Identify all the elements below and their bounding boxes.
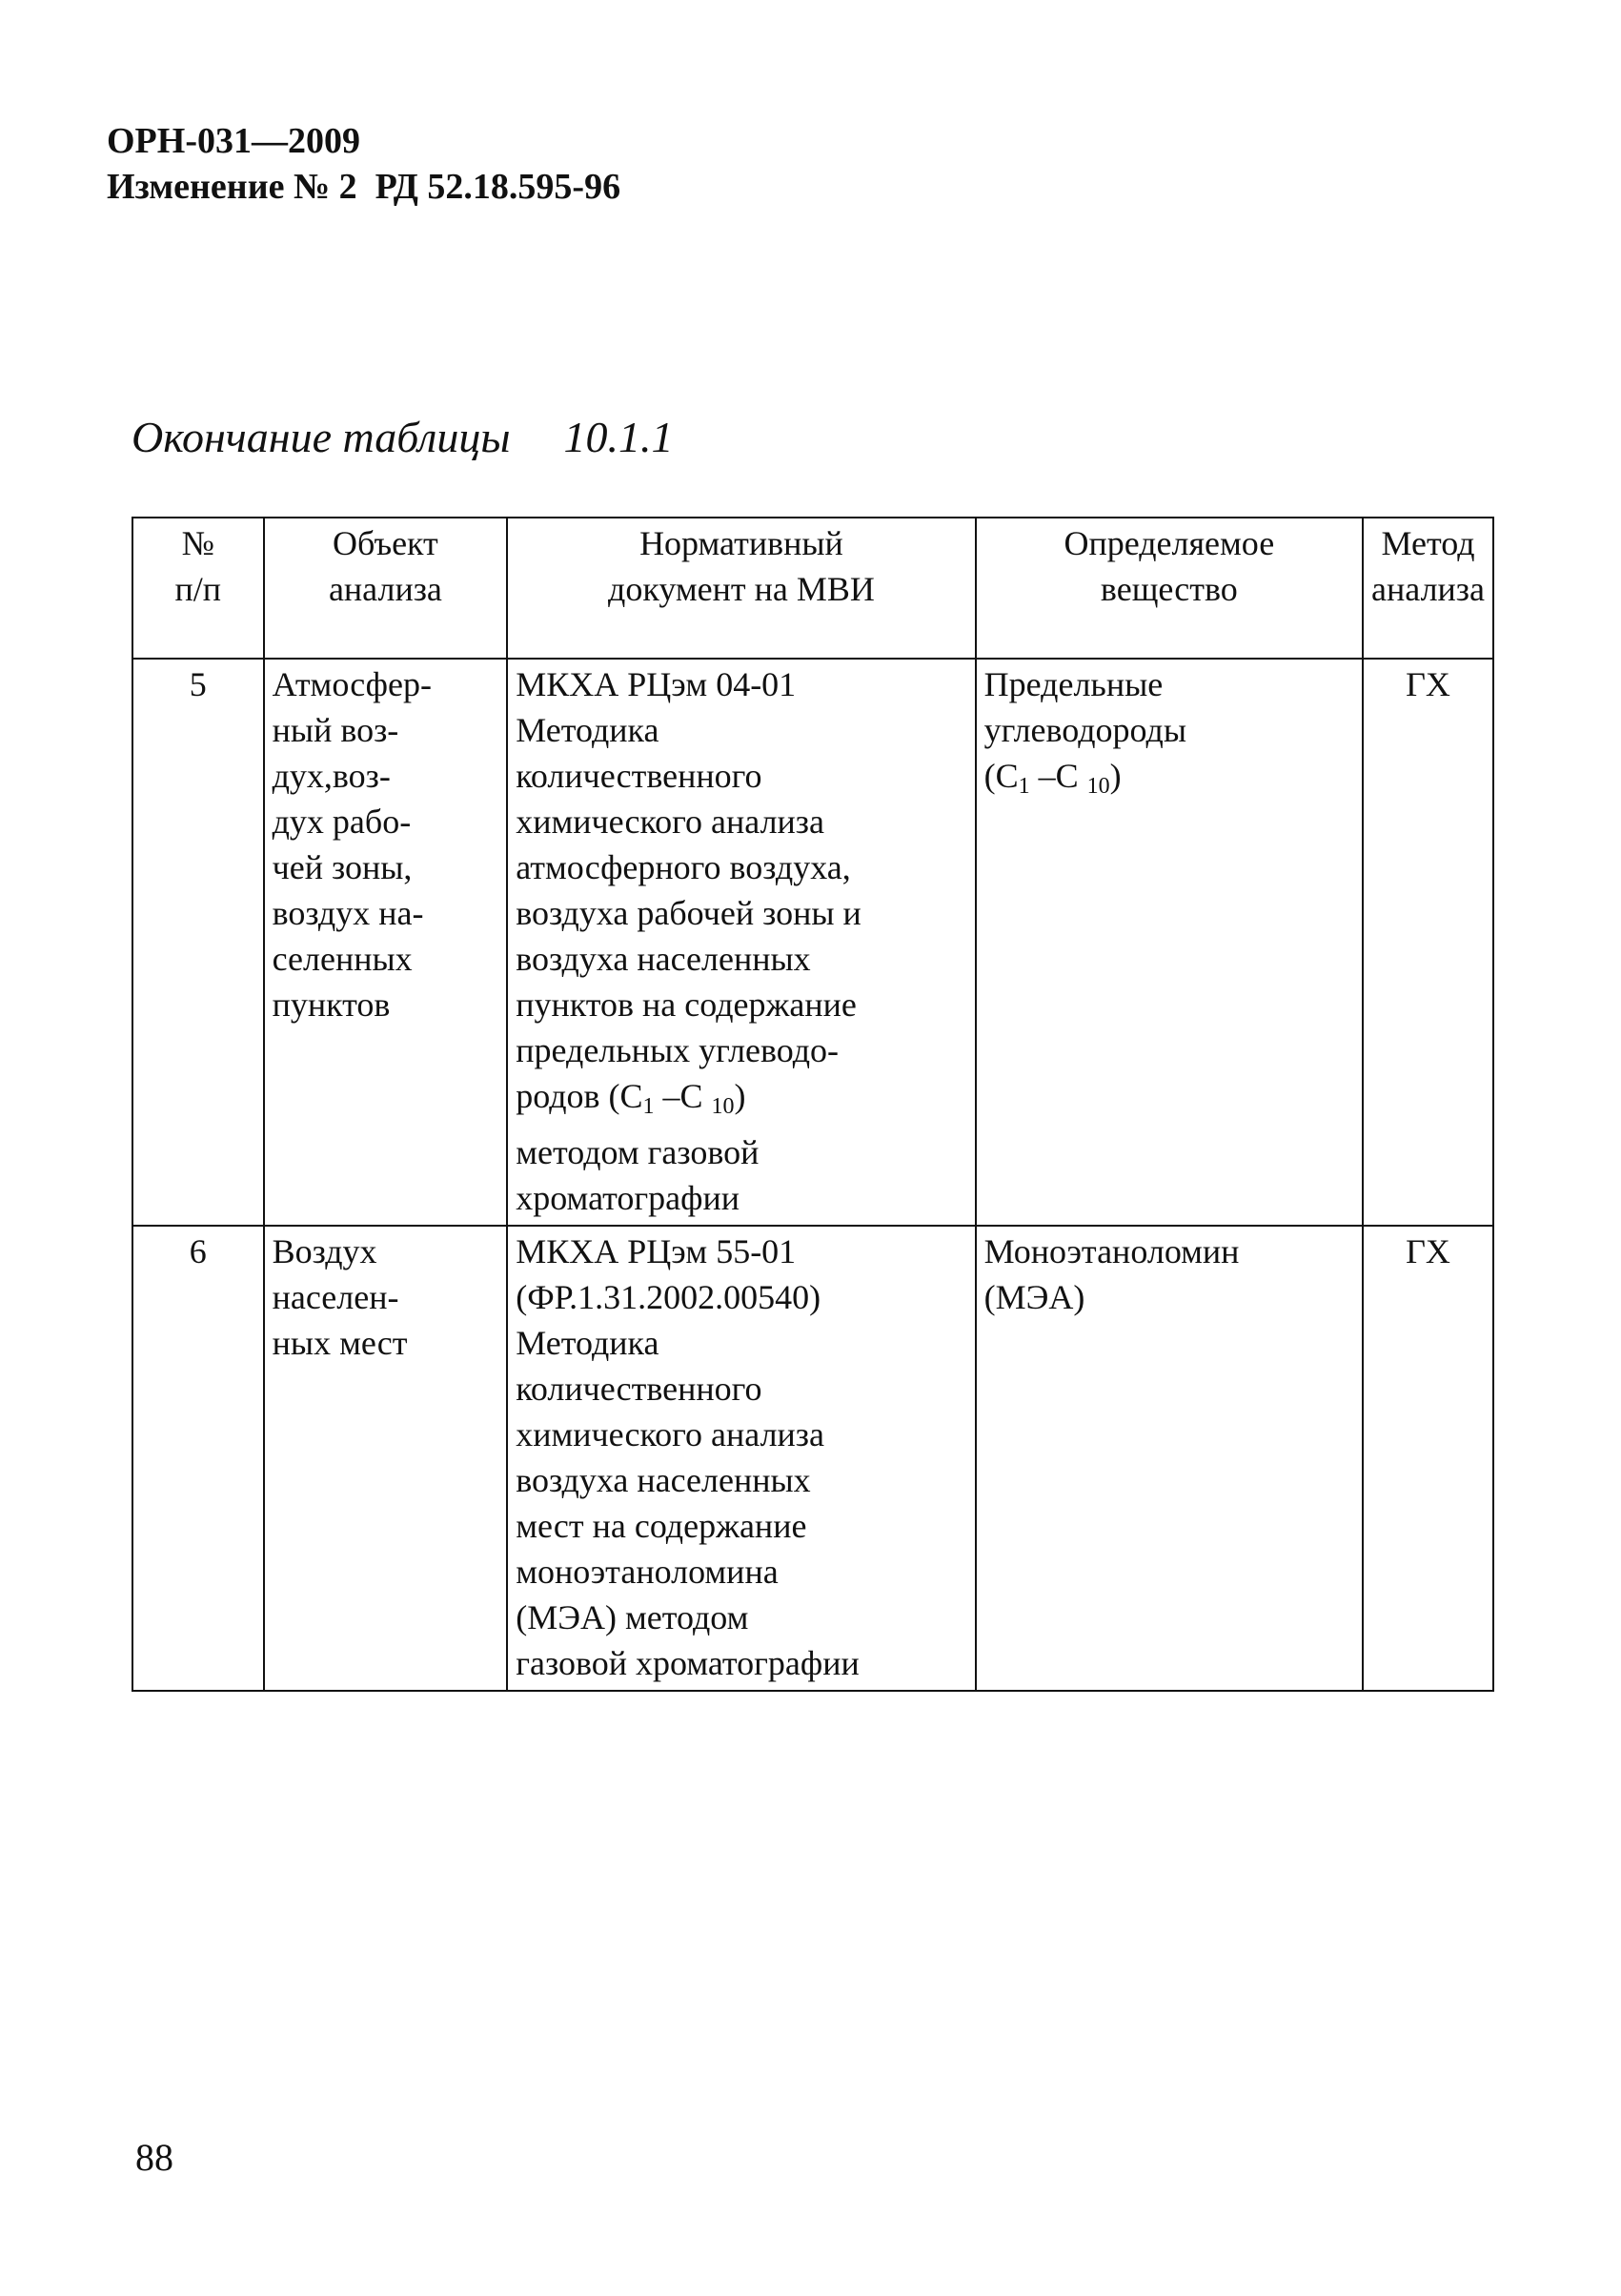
document-line: пунктов на содержание [516,985,857,1024]
formula-suffix: ) [1109,757,1122,795]
methods-table [132,517,1494,1692]
amendment-title: Изменение № 2 РД 52.18.595-96 [107,167,621,207]
document-line: предельных углеводо- [516,1031,840,1069]
header-method [1363,518,1493,659]
normative-document [507,659,975,1226]
object-line: населен- [272,1278,399,1316]
substance-line: Предельные [983,665,1164,703]
document-line: (МЭА) методом [516,1598,749,1636]
document-line: воздуха населенных [516,940,811,978]
analysis-method: ГХ [1363,1226,1493,1691]
document-line: Методика [516,1324,659,1362]
formula-subscript-start: 1 [1018,774,1030,799]
document-line: воздуха рабочей зоны и [516,894,861,932]
header-num [132,518,264,659]
table-body [132,659,1493,1691]
header-object-line-1: Объект [333,524,438,562]
header-substance [976,518,1363,659]
formula-subscript-start: 1 [642,1094,655,1119]
document-line: количественного [516,757,762,795]
formula-subscript-end: 10 [1086,774,1110,799]
formula-suffix: ) [734,1077,746,1115]
document-line: количественного [516,1370,762,1408]
substance-line: углеводороды [983,711,1187,749]
document-line: мест на содержание [516,1507,807,1545]
header-method-line-1: Метод [1381,524,1475,562]
table-row [132,1226,1493,1691]
document-line: атмосферного воздуха, [516,848,851,886]
document-line: химического анализа [516,1415,825,1453]
document-line: МКХА РЦэм 55-01 [516,1232,797,1270]
page-number: 88 [135,2136,173,2179]
row-number: 5 [132,659,264,1226]
header-method-line-2: анализа [1371,570,1485,608]
header-row [132,518,1493,659]
analysis-object [264,659,508,1226]
document-header [107,118,620,210]
substance-formula-line [984,753,1354,809]
substance-line: (МЭА) [983,1278,1085,1316]
object-line: Атмосфер- [272,665,432,703]
formula-element: С [619,1077,643,1115]
analysis-method: ГХ [1363,659,1493,1226]
object-line: дух рабо- [272,803,412,841]
document-line: газовой хроматографии [516,1644,860,1682]
document-line: хроматографии [516,1179,740,1217]
document-line: моноэтаноломина [516,1553,779,1591]
formula-dash: –С [654,1077,712,1115]
document-formula-line [516,1073,966,1129]
header-substance-line-2: вещество [1100,570,1238,608]
object-line: Воздух [272,1232,377,1270]
object-line: ный воз- [272,711,399,749]
determined-substance [976,1226,1363,1691]
formula-prefix: ( [983,757,996,795]
document-line: МКХА РЦэм 04-01 [516,665,797,703]
object-line: чей зоны, [272,848,413,886]
caption-number: 10.1.1 [563,413,674,461]
formula-dash: –С [1029,757,1087,795]
header-document-line-2: документ на МВИ [608,570,875,608]
analysis-object [264,1226,508,1691]
document-line: химического анализа [516,803,825,841]
object-line: ных мест [272,1324,408,1362]
object-line: пунктов [272,985,391,1024]
substance-line: Моноэтаноломин [983,1232,1240,1270]
object-line: дух,воз- [272,757,391,795]
object-line: селенных [272,940,413,978]
document-line: воздуха населенных [516,1461,811,1499]
header-object-line-2: анализа [328,570,442,608]
table-caption [132,412,673,462]
header-substance-line-1: Определяемое [1064,524,1275,562]
formula-subscript-end: 10 [711,1094,735,1119]
document-line: (ФР.1.31.2002.00540) [516,1278,821,1316]
header-num-line-1: № [181,524,214,562]
header-object [264,518,508,659]
formula-element: С [995,757,1019,795]
formula-prefix: родов ( [516,1077,620,1115]
document-line: методом газовой [516,1133,760,1171]
table-row [132,659,1493,1226]
determined-substance [976,659,1363,1226]
row-number: 6 [132,1226,264,1691]
caption-text: Окончание таблицы [132,413,511,461]
document-line: Методика [516,711,659,749]
object-line: воздух на- [272,894,424,932]
document-code: ОРН-031—2009 [107,121,360,161]
normative-document [507,1226,975,1691]
header-num-line-2: п/п [174,570,222,608]
header-document-line-1: Нормативный [639,524,843,562]
header-document [507,518,975,659]
table-header [132,518,1493,659]
